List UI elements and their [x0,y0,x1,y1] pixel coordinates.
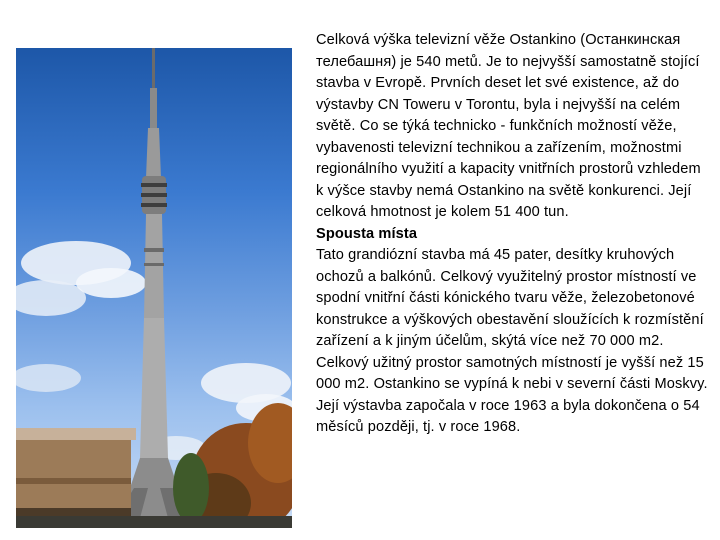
ostankino-tower-photo [16,48,292,528]
section-heading: Spousta místa [316,225,418,242]
tower-illustration [16,48,292,528]
slide-text [316,30,712,439]
paragraph-intro: Celková výška televizní věže Ostankino (Останкинская телебашня) je 540 metů. Je to nejvyšší samostatně stojící stavba v Evropě. Prvních deset let své existence, až do výstavby CN Toweru v Torontu, byla i nejvyšší na celém světě. Co se týká technicko - funkčních možností věže, vybavenosti televizní technikou a zařízením, možnostmi regionálního využití a kapacity vnitřních prostorů vzhledem k výšce stavby nemá Ostankino na světě konkurenci. Její celková hmotnost je kolem 51 400 tun. [316,32,701,220]
paragraph-details: Tato grandiózní stavba má 45 pater, desítky kruhových ochozů a balkónů. Celkový využitelný prostor místností ve spodní vnitřní části kónického tvaru věže, železobetonové konstrukce a výškových obestavění sloužících k rozmístění zařízení a k jiným účelům, skýtá více než 70 000 m2. Celkový užitný prostor samotných místností je vyšší než 15 000 m2. Ostankino se vypíná k nebi v severní části Moskvy. Její výstavba započala v roce 1963 a byla dokončena o 54 měsíců později, tj. v roce 1968. [316,247,708,435]
